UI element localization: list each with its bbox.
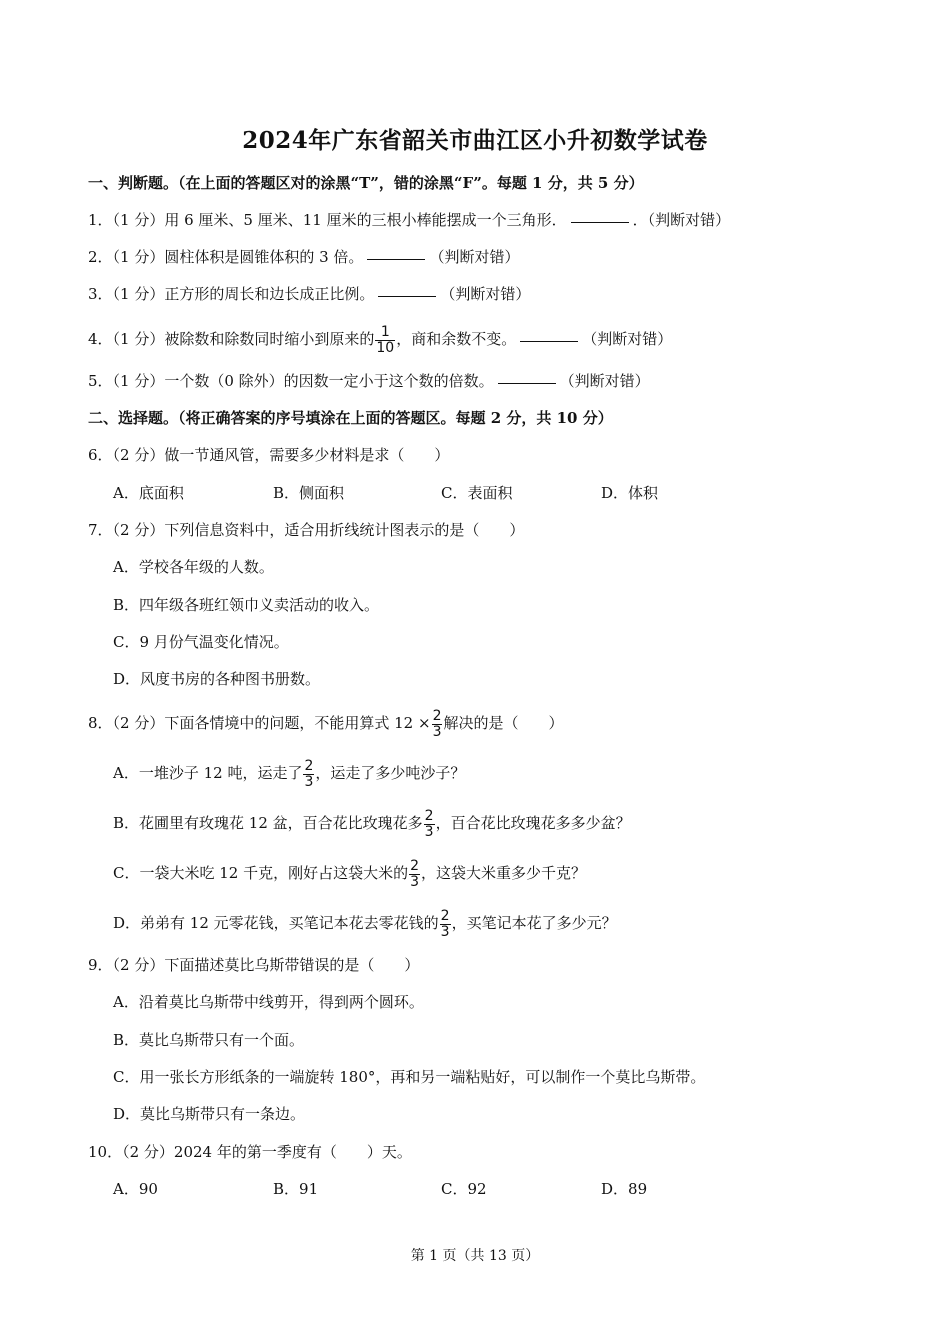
question-10-option-a: A．90 — [113, 1180, 158, 1198]
fraction-denominator: 3 — [410, 873, 420, 890]
fraction-denominator: 3 — [432, 723, 442, 740]
question-8-option-a — [113, 758, 465, 788]
question-4-text: 4．（1 分）被除数和除数同时缩小到原来的 — [88, 330, 375, 348]
question-7-stem: 7．（2 分）下列信息资料中，适合用折线统计图表示的是（ ） — [88, 521, 525, 539]
option-text: ，运走了多少吨沙子？ — [315, 764, 466, 782]
question-6-option-a: A．底面积 — [113, 484, 184, 502]
question-3 — [88, 279, 530, 309]
fraction — [409, 859, 420, 890]
question-9-option-a: A．沿着莫比乌斯带中线剪开，得到两个圆环。 — [113, 993, 424, 1011]
option-text: D．弟弟有 12 元零花钱，买笔记本花去零花钱的 — [113, 914, 439, 932]
option-text: B．花圃里有玫瑰花 12 盆，百合花比玫瑰花多 — [113, 814, 423, 832]
question-9-stem: 9．（2 分）下面描述莫比乌斯带错误的是（ ） — [88, 956, 420, 974]
question-6-option-b: B．侧面积 — [273, 484, 345, 502]
question-5-note: （判断对错） — [559, 372, 650, 390]
fraction-denominator: 3 — [304, 773, 314, 790]
question-2 — [88, 242, 519, 272]
fraction-numerator: 2 — [432, 707, 442, 724]
question-8-text: 8．（2 分）下面各情境中的问题，不能用算式 12 × — [88, 714, 431, 732]
question-7-option-b: B．四年级各班红领巾义卖活动的收入。 — [113, 596, 380, 614]
section-1-heading: 一、判断题。（在上面的答题区对的涂黑“T”，错的涂黑“F”。每题 1 分，共 5 分） — [88, 174, 644, 192]
question-6-stem: 6．（2 分）做一节通风管，需要多少材料是求（ ） — [88, 446, 450, 464]
page-footer: 第 1 页（共 13 页） — [410, 1248, 540, 1264]
question-8-stem — [88, 708, 564, 738]
question-5-text: 5．（1 分）一个数（0 除外）的因数一定小于这个数的倍数。 — [88, 372, 494, 390]
question-8-text-2: 解决的是（ ） — [443, 714, 564, 732]
fraction — [375, 325, 395, 356]
question-7-option-c: C．9 月份气温变化情况。 — [113, 633, 289, 651]
answer-blank — [378, 281, 436, 297]
fraction-numerator: 2 — [410, 857, 420, 874]
question-7-option-a: A．学校各年级的人数。 — [113, 558, 274, 576]
question-1-text: 1．（1 分）用 6 厘米、5 厘米、11 厘米的三根小棒能摆成一个三角形． — [88, 211, 567, 229]
fraction — [424, 809, 435, 840]
fraction — [432, 709, 443, 740]
fraction-numerator: 2 — [304, 757, 314, 774]
answer-blank — [520, 326, 578, 342]
option-text: ，买笔记本花了多少元？ — [451, 914, 617, 932]
question-1 — [88, 205, 730, 235]
fraction-numerator: 2 — [440, 907, 450, 924]
question-1-note: ．（判断对错） — [632, 211, 731, 229]
option-text: ，这袋大米重多少千克？ — [421, 864, 587, 882]
question-7-option-d: D．风度书房的各种图书册数。 — [113, 670, 321, 688]
option-text: C．一袋大米吃 12 千克，刚好占这袋大米的 — [113, 864, 409, 882]
question-4-text-2: ，商和余数不变。 — [396, 330, 517, 348]
question-9-option-d: D．莫比乌斯带只有一条边。 — [113, 1105, 306, 1123]
question-9-option-b: B．莫比乌斯带只有一个面。 — [113, 1031, 305, 1049]
fraction-denominator: 3 — [440, 923, 450, 940]
fraction-denominator: 3 — [424, 823, 434, 840]
question-6-option-c: C．表面积 — [441, 484, 513, 502]
option-text: ，百合花比玫瑰花多多少盆？ — [435, 814, 631, 832]
question-9-option-c: C．用一张长方形纸条的一端旋转 180°，再和另一端粘贴好，可以制作一个莫比乌斯带。 — [113, 1068, 706, 1086]
fraction — [440, 909, 451, 940]
fraction-numerator: 1 — [375, 325, 395, 341]
question-2-text: 2．（1 分）圆柱体积是圆锥体积的 3 倍。 — [88, 248, 364, 266]
page-title: 2024年广东省韶关市曲江区小升初数学试卷 — [242, 127, 708, 154]
question-3-note: （判断对错） — [440, 285, 531, 303]
question-10-option-d: D．89 — [601, 1180, 648, 1198]
question-10-option-b: B．91 — [273, 1180, 319, 1198]
question-8-option-b — [113, 808, 631, 838]
question-2-note: （判断对错） — [429, 248, 520, 266]
section-2-heading: 二、选择题。（将正确答案的序号填涂在上面的答题区。每题 2 分，共 10 分） — [88, 409, 613, 427]
fraction — [303, 759, 314, 790]
answer-blank — [571, 207, 629, 223]
question-10-stem: 10．（2 分）2024 年的第一季度有（ ）天。 — [88, 1143, 412, 1161]
question-4 — [88, 324, 672, 354]
question-4-note: （判断对错） — [582, 330, 673, 348]
question-5 — [88, 366, 650, 396]
answer-blank — [498, 368, 556, 384]
answer-blank — [367, 244, 425, 260]
option-text: A．一堆沙子 12 吨，运走了 — [113, 764, 303, 782]
question-8-option-c — [113, 858, 586, 888]
question-3-text: 3．（1 分）正方形的周长和边长成正比例。 — [88, 285, 375, 303]
question-8-option-d — [113, 908, 617, 938]
question-6-option-d: D．体积 — [601, 484, 659, 502]
question-10-option-c: C．92 — [441, 1180, 487, 1198]
fraction-numerator: 2 — [424, 807, 434, 824]
fraction-denominator: 10 — [376, 339, 395, 356]
